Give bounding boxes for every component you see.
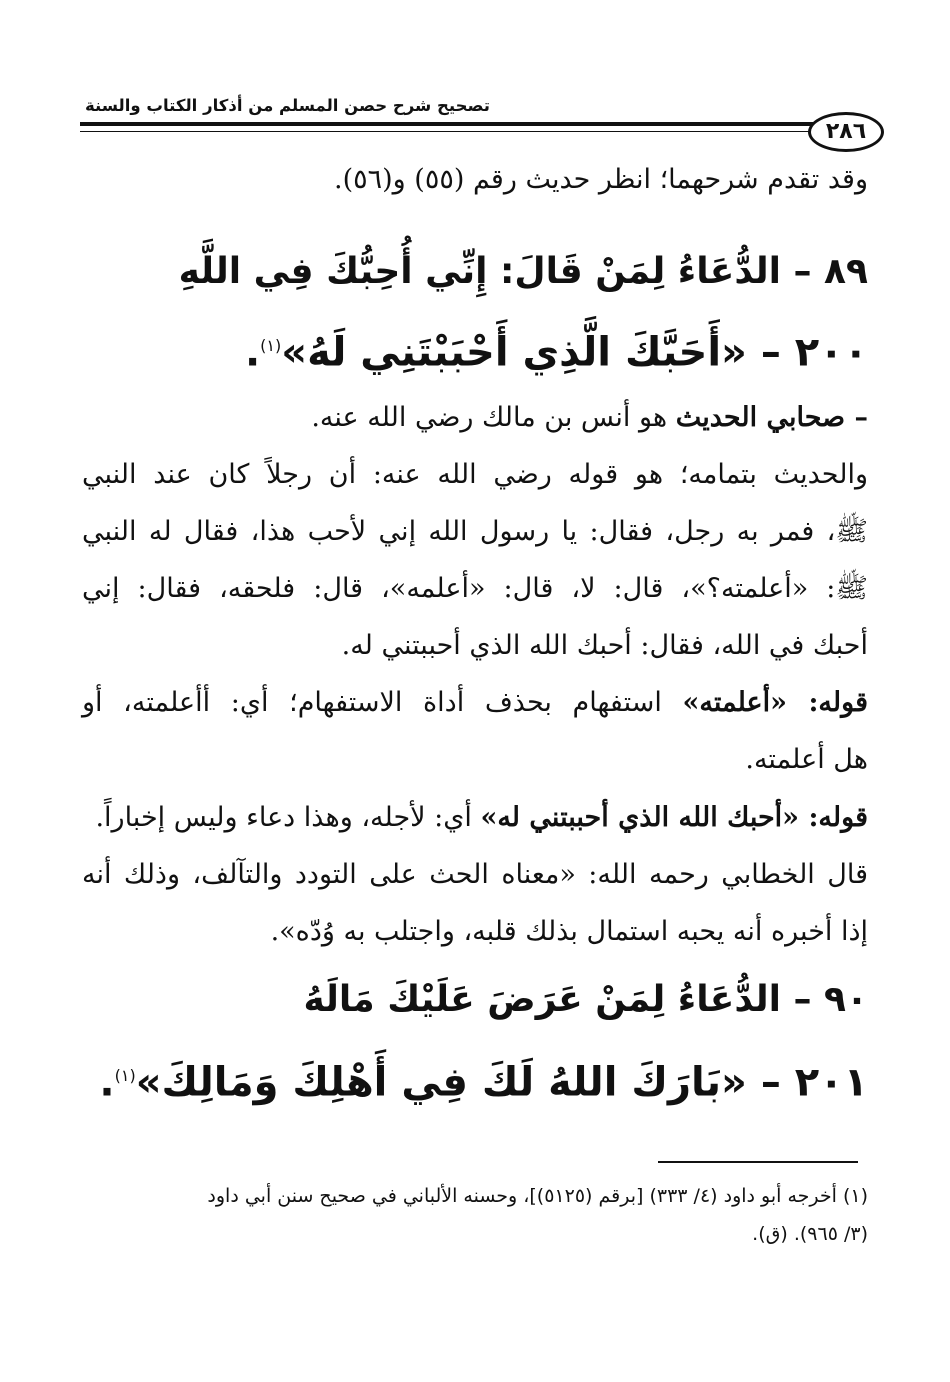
running-title: تصحيح شرح حصن المسلم من أذكار الكتاب والسنة: [84, 96, 490, 115]
hadith-200: ٢٠٠ – «أَحَبَّكَ الَّذِي أَحْبَبْتَنِي لَهُ»$^{(١)}$.: [244, 329, 868, 376]
header-rule-thin: [80, 131, 818, 132]
header-rule: [80, 122, 818, 126]
note2-text: أي: لأجله، وهذا دعاء وليس إخباراً.: [95, 802, 472, 833]
hadith-full-line-3: ﷺ: «أعلمته؟»، قال: لا، قال: «أعلمه»، قال: فلحقه، فقال: إني: [82, 573, 868, 604]
hadith-full-line-1: والحديث بتمامه؛ هو قوله رضي الله عنه: أن رجلاً كان عند النبي: [82, 459, 868, 490]
chapter-heading-90: ٩٠ – الدُّعَاءُ لِمَنْ عَرَضَ عَلَيْكَ مَالَهُ: [303, 979, 868, 1020]
khattabi-line-2: إذا أخبره أنه يحبه استمال بذلك قلبه، واجتلب به وُدّه».: [270, 916, 868, 947]
note2-line: [82, 798, 868, 838]
khattabi-line-1: قال الخطابي رحمه الله: «معناه الحث على التودد والتآلف، وذلك أنه: [82, 859, 868, 890]
companion-label: – صحابي الحديث: [675, 402, 868, 433]
note1-text: استفهام بحذف أداة الاستفهام؛ أي: أأعلمته، أو: [82, 687, 662, 718]
intro-line: وقد تقدم شرحهما؛ انظر حديث رقم (٥٥) و(٥٦).: [333, 164, 868, 195]
companion-text: هو أنس بن مالك رضي الله عنه.: [311, 402, 668, 433]
footnote-ref: (١): [114, 1066, 136, 1085]
hadith-201: ٢٠١ – «بَارَكَ اللهُ لَكَ فِي أَهْلِكَ وَمَالِكَ»$^{(١)}$.: [99, 1059, 868, 1106]
note2-label: قوله: «أحبك الله الذي أحببتني له»: [480, 802, 868, 833]
note1-line-1: [82, 683, 868, 723]
page-number: ٢٨٦: [808, 112, 884, 152]
hadith-full-line-2: ﷺ، فمر به رجل، فقال: يا رسول الله إني لأحب هذا، فقال له النبي: [82, 516, 868, 547]
footnote-line-1: (١) أخرجه أبو داود (٤/ ٣٣٣) [برقم (٥١٢٥)]، وحسنه الألباني في صحيح سنن أبي داود: [207, 1185, 868, 1207]
hadith-full-line-4: أحبك في الله، فقال: أحبك الله الذي أحببتني له.: [341, 630, 868, 661]
footnote-separator: [658, 1161, 858, 1163]
chapter-heading-89: ٨٩ – الدُّعَاءُ لِمَنْ قَالَ: إِنِّي أُحِبُّكَ فِي اللَّهِ: [178, 251, 868, 292]
companion-line: [82, 398, 868, 438]
hadith-text: ٢٠٠ – «أَحَبَّكَ الَّذِي أَحْبَبْتَنِي لَهُ»: [281, 329, 868, 376]
footnote-ref: (١): [260, 336, 282, 355]
hadith-text: ٢٠١ – «بَارَكَ اللهُ لَكَ فِي أَهْلِكَ وَمَالِكَ»: [135, 1059, 868, 1106]
note1-label: قوله: «أعلمته»: [682, 687, 868, 718]
note1-line-2: هل أعلمته.: [745, 744, 868, 775]
footnote-line-2: (٣/ ٩٦٥). (ق).: [752, 1223, 868, 1245]
